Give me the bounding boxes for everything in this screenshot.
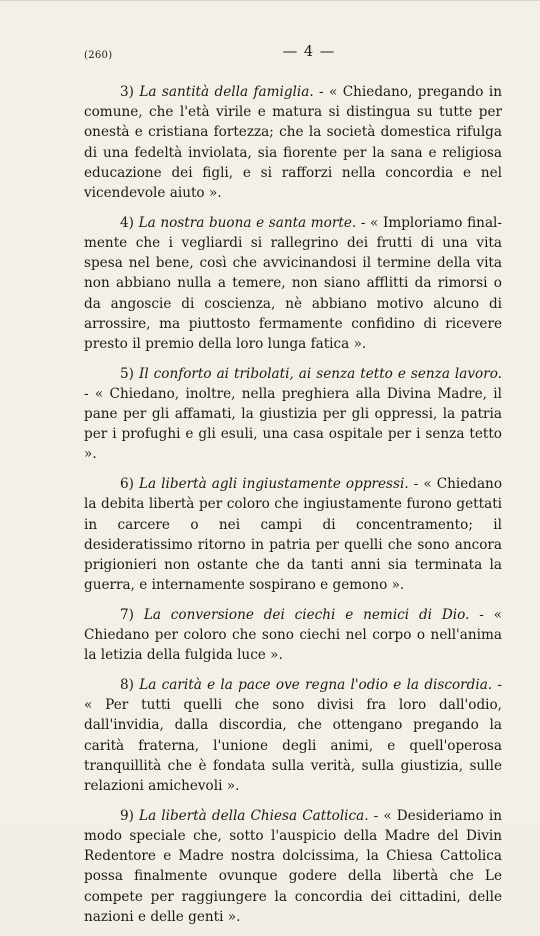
paragraph-3 xyxy=(84,82,502,203)
paragraph-5 xyxy=(84,364,502,465)
paragraph-title: La libertà agli ingiustamente oppressi. xyxy=(139,476,409,493)
paragraph-title: La nostra buona e santa morte. xyxy=(138,214,357,231)
paragraph-number: 3) xyxy=(120,84,134,100)
paragraph-6 xyxy=(84,474,502,595)
paragraph-number: 7) xyxy=(120,606,134,623)
paragraph-4 xyxy=(84,213,502,354)
paragraph-number: 6) xyxy=(120,476,134,493)
paragraph-text: - « Chiedano, pregando in comune, che l'età virile e matura si distingua su tutte per onestà e cristiana fortezza; che la società domestica rifulga di una fedeltà inviolata, sia fiorente per la sana e religiosa educazione dei figli, e si rafforzi nella concordia e nel vicendevole aiuto ». xyxy=(84,84,502,202)
paragraph-title: Il conforto ai tribolati, ai senza tetto e senza lavoro. xyxy=(138,365,503,382)
page-body xyxy=(84,82,502,936)
paragraph-8 xyxy=(84,675,502,796)
paragraph-title: La santità della famiglia. xyxy=(139,84,314,100)
paragraph-9 xyxy=(84,806,502,927)
paragraph-number: 5) xyxy=(120,365,134,382)
paragraph-text: - « Chiedano la debita libertà per coloro che ingiustamente furono gettati in carcere o nei campi di concentramento; il desideratissimo ritorno in patria per quelli che sono ancora prigionieri non ostante che da tanti anni sia terminata la guerra, e internamente sospirano e gemono ». xyxy=(84,476,502,594)
paragraph-text: - « Per tutti quelli che sono divisi fra loro dall'odio, dall'invidia, dalla discordia, che ottengano pregando la carità fraterna, l'unione degli animi, e quell'operosa tranquillità che è fondata sulla verità, sulla giustizia, sulle relazioni amichevoli ». xyxy=(84,676,503,794)
paragraph-number: 8) xyxy=(120,676,134,693)
paragraph-number: 4) xyxy=(120,214,134,231)
paragraph-title: La libertà della Chiesa Cattolica. xyxy=(139,807,369,824)
page-top-edge xyxy=(0,0,540,1)
paragraph-text: - « Chiedano per coloro che sono ciechi nel corpo o nell'anima la letizia della fulgida luce ». xyxy=(84,606,502,664)
page-header xyxy=(84,44,494,64)
paragraph-text: - « Desideriamo in modo speciale che, sotto l'auspicio della Madre del Divin Redentore e Madre nostra dolcissima, la Chiesa Cattolica possa finalmente ovunque godere della libertà che Le compete per raggiungere la concordia dei cittadini, delle nazioni e delle genti ». xyxy=(84,807,502,925)
page-number: — 4 — xyxy=(282,44,336,60)
page-code: (260) xyxy=(84,50,113,61)
paragraph-7 xyxy=(84,605,502,666)
paragraph-title: La conversione dei ciechi e nemici di Dio. xyxy=(143,606,470,623)
paragraph-number: 9) xyxy=(120,807,134,824)
paragraph-text: - « Imploriamo finalmente che i vegliardi si rallegrino dei frutti di una vita spesa nel bene, così che avvicinandosi il termine della vita non abbiano nulla a temere, non siano afflitti da rimorsi o da angoscie di coscienza, nè abbiano motivo alcuno di arrossire, ma piuttosto fermamente confidino di ricevere presto il premio della loro lunga fatica ». xyxy=(84,214,502,352)
paragraph-title: La carità e la pace ove regna l'odio e la discordia. xyxy=(139,676,493,693)
paragraph-text: - « Chiedano, inoltre, nella preghiera alla Divina Madre, il pane per gli affamati, la giustizia per gli oppressi, la patria per i profughi e gli esuli, una casa ospitale per i senza tetto ». xyxy=(84,385,502,463)
